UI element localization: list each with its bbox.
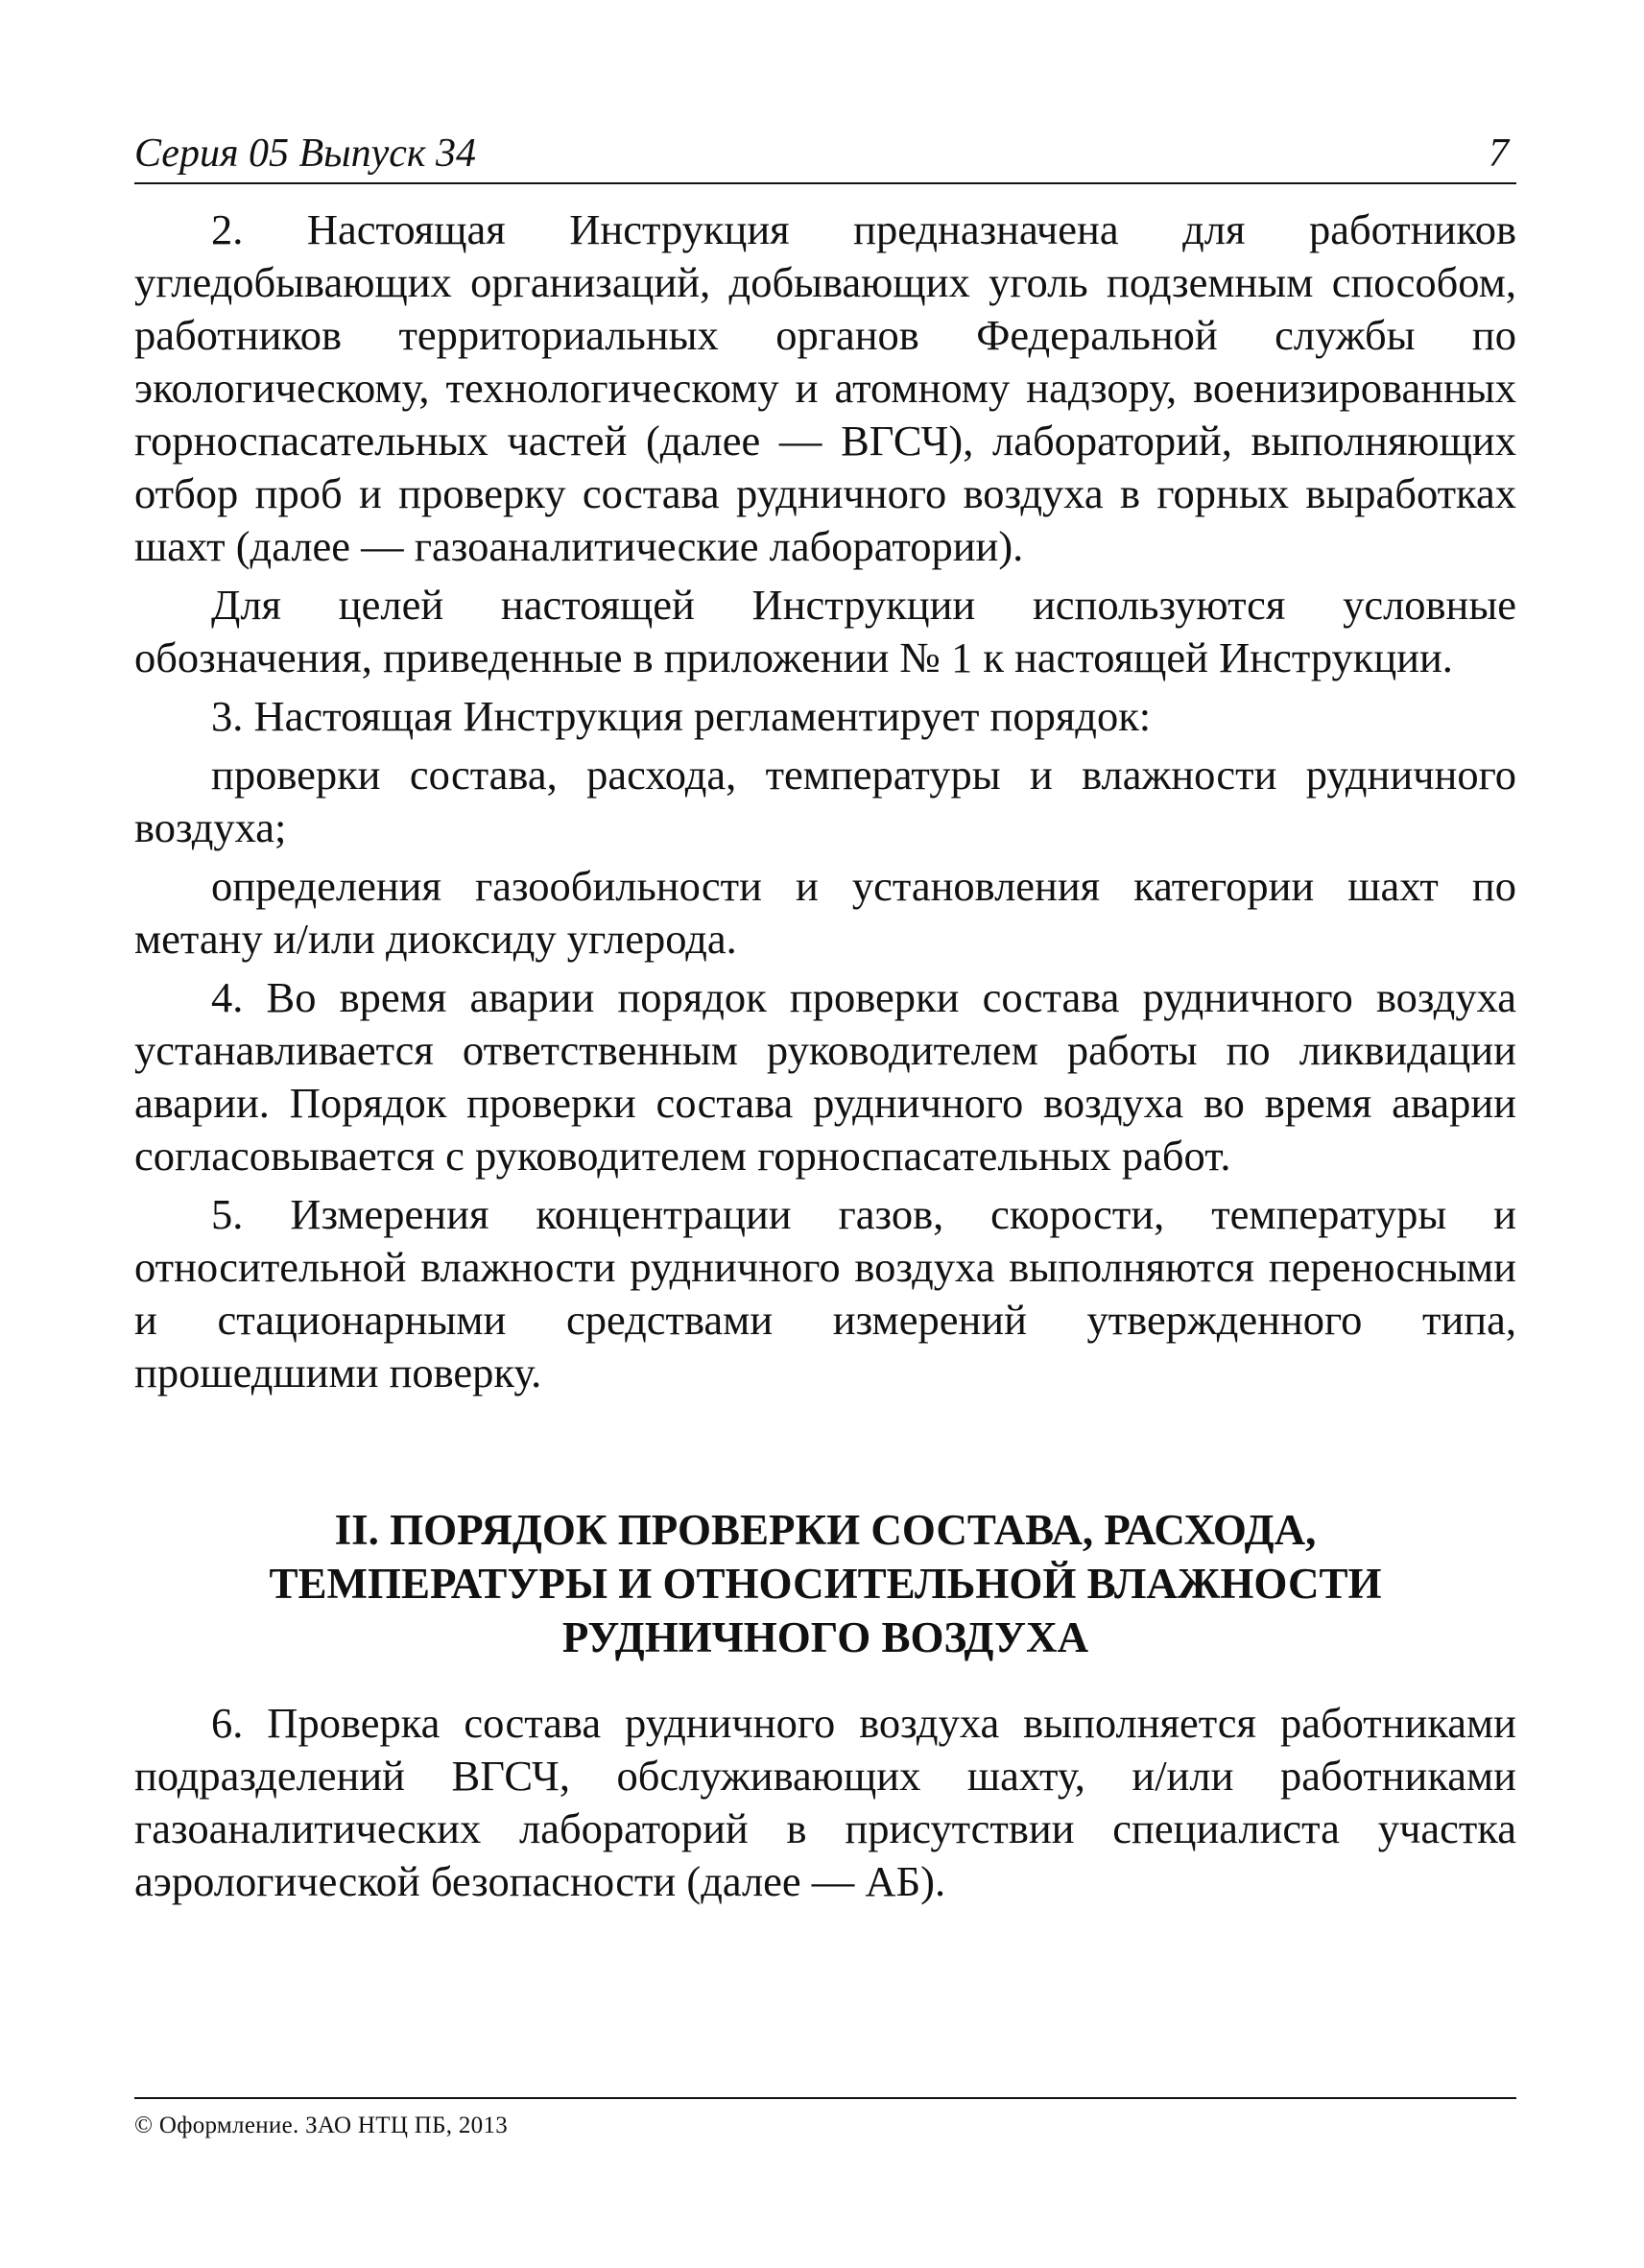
paragraph-3: 3. Настоящая Инструкция регламентирует порядок: <box>211 692 1152 740</box>
paragraph-4: 4. Во время аварии порядок проверки состава рудничного воздуха устанавливается ответственным руководителем работы по ликвидации аварии. Порядок проверки состава рудничного воздуха во время аварии согласовывается с руководителем горноспасательных работ. <box>134 973 1516 1180</box>
document-page <box>134 125 1516 1914</box>
section-heading-line-3: РУДНИЧНОГО ВОЗДУХА <box>561 1613 1089 1661</box>
section-heading-line-1: II. ПОРЯДОК ПРОВЕРКИ СОСТАВА, РАСХОДА, <box>334 1506 1317 1554</box>
body-text <box>134 203 1516 1908</box>
paragraph-3-item-2: определения газообильности и установления категории шахт по метану и/или диоксиду углерода. <box>134 862 1516 963</box>
page-number: 7 <box>1489 131 1509 176</box>
paragraph-symbols: Для целей настоящей Инструкции используются условные обозначения, приведенные в приложении № 1 к настоящей Инструкции. <box>134 581 1516 681</box>
copyright-text: © Оформление. ЗАО НТЦ ПБ, 2013 <box>134 2113 509 2138</box>
paragraph-2: 2. Настоящая Инструкция предназначена для работников угледобывающих организаций, добывающих уголь подземным способом, работников территориальных органов Федеральной службы по экологическому, технологическому и атомному надзору, военизированных горноспасательных частей (далее — ВГСЧ), лабораторий, выполняющих отбор проб и проверку состава рудничного воздуха в горных выработках шахт (далее — газоаналитические лаборатории). <box>134 205 1516 570</box>
running-header <box>134 125 1516 184</box>
page-footer <box>134 2097 1516 2139</box>
paragraph-5: 5. Измерения концентрации газов, скорости, температуры и относительной влажности рудничного воздуха выполняются переносными и стационарными средствами измерений утвержденного типа, прошедшими поверку. <box>134 1190 1516 1397</box>
paragraph-3-item-1: проверки состава, расхода, температуры и влажности рудничного воздуха; <box>134 751 1516 851</box>
section-heading <box>134 1503 1516 1664</box>
series-issue-label: Серия 05 Выпуск 34 <box>134 131 476 176</box>
paragraph-6: 6. Проверка состава рудничного воздуха выполняется работниками подразделений ВГСЧ, обслуживающих шахту, и/или работниками газоаналитических лабораторий в присутствии специалиста участка аэрологической безопасности (далее — АБ). <box>134 1699 1516 1905</box>
section-heading-line-2: ТЕМПЕРАТУРЫ И ОТНОСИТЕЛЬНОЙ ВЛАЖНОСТИ <box>269 1560 1382 1608</box>
